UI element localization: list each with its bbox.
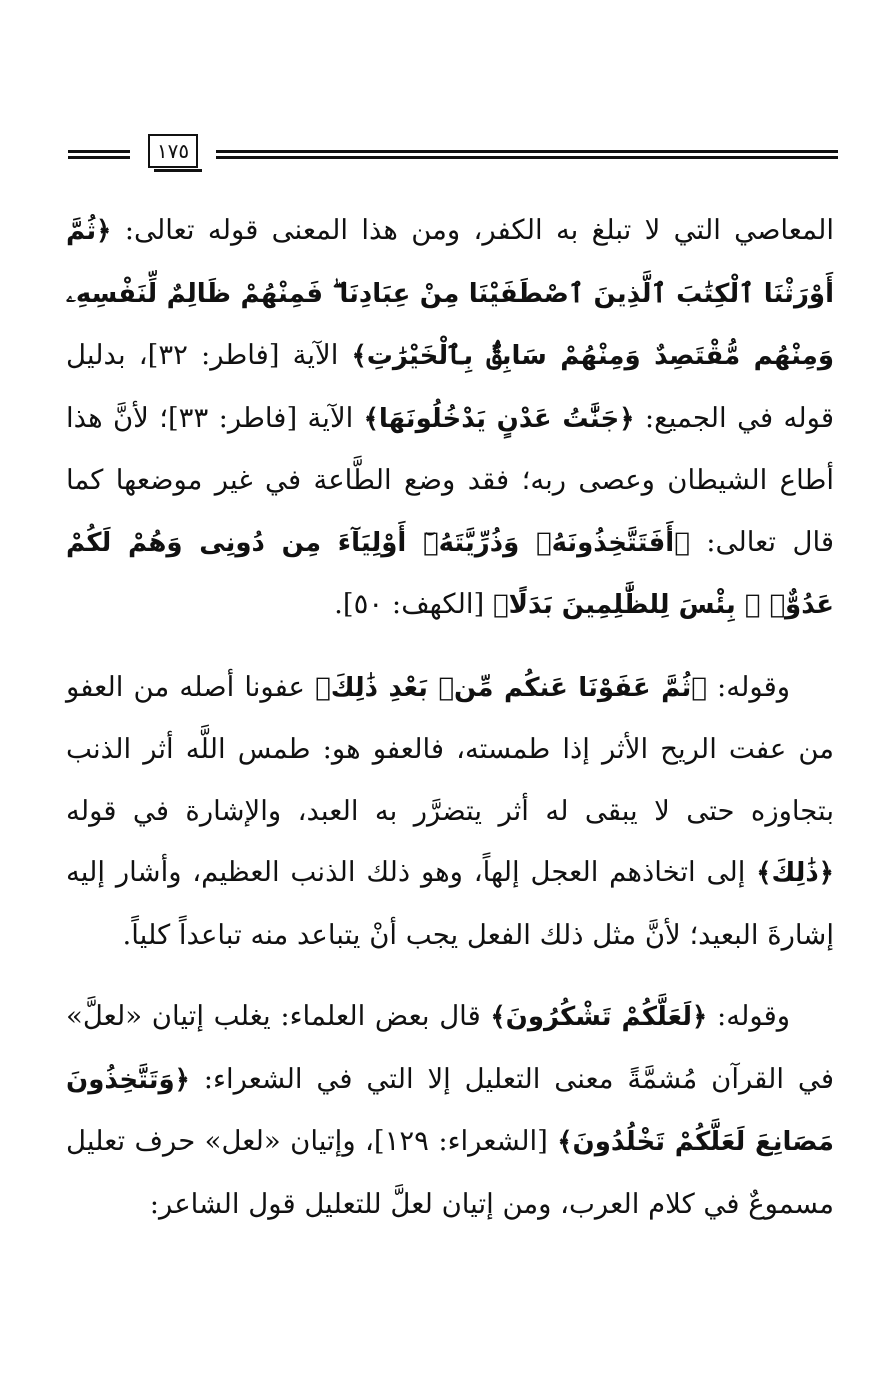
paragraph-text: وقوله: [706,670,791,703]
paragraph-text: إلى اتخاذهم العجل إلهاً، وهو ذلك الذنب العظيم، وأشار إليه إشارةَ البعيد؛ لأنَّ مثل ذلك الفعل يجب أنْ يتباعد منه تباعداً كلياً. [66,856,834,951]
paragraph-text: وقوله: [707,1000,790,1032]
main-text [66,200,834,1235]
paragraph-3 [66,986,834,1235]
paragraph-text: الآية [فاطر: ٣٢]، بدليل قوله في الجميع: [66,339,834,434]
quran-verse: ﴿ذَٰلِكَ﴾ [756,858,834,888]
quran-verse: ﴿جَنَّٰتُ عَدْنٍ يَدْخُلُونَهَا﴾ [363,403,635,434]
quran-verse: ﴿ثُمَّ أَوْرَثْنَا ٱلْكِتَٰبَ ٱلَّذِينَ ٱصْطَفَيْنَا مِنْ عِبَادِنَا ۖ فَمِنْهُمْ ظَالِمٌ لِّنَفْسِهِۦ وَمِنْهُم مُّقْتَصِدٌ وَمِنْهُمْ سَابِقٌۢ بِٱلْخَيْرَٰتِ﴾ [66,216,834,371]
header-rule-short [68,150,130,160]
quran-verse: ﴿وَتَتَّخِذُونَ مَصَانِعَ لَعَلَّكُمْ تَخْلُدُونَ﴾ [66,1064,835,1157]
quran-verse: ﴿ثُمَّ عَفَوْنَا عَنكُم مِّنۢ بَعْدِ ذَٰلِكَ﴾ [315,672,707,703]
paragraph-text: عفونا أصله من العفو من عفت الريح الأثر إذا طمسته، فالعفو هو: طمس اللَّه أثر الذنب بتجاوزه حتى لا يبقى له أثر يتضرَّر به العبد، والإشارة في قوله [66,670,834,827]
page-number: ١٧٥ [148,134,198,168]
paragraph-text: [الكهف: ٥٠]. [334,588,494,620]
paragraph-1 [66,200,834,637]
paragraph-text: [الشعراء: ١٢٩]، وإتيان «لعل» حرف تعليل مسموعٌ في كلام العرب، ومن إتيان لعلَّ للتعليل قول الشاعر: [66,1125,834,1220]
paragraph-text: الآية [فاطر: ٣٣]؛ لأنَّ هذا أطاع الشيطان وعصى ربه؛ فقد وضع الطَّاعة في غير موضعها كما قال تعالى: [66,401,834,558]
paragraph-text: المعاصي التي لا تبلغ به الكفر، ومن هذا المعنى قوله تعالى: [111,214,834,246]
paragraph-2 [66,657,834,967]
paragraph-text: قال بعض العلماء: يغلب إتيان «لعلَّ» في القرآن مُشمَّةً معنى التعليل إلا التي في الشعراء: [66,1000,834,1095]
header-rule-long [216,150,838,160]
quran-verse: ﴿أَفَتَتَّخِذُونَهُۥ وَذُرِّيَّتَهُۥٓ أَوْلِيَآءَ مِن دُونِى وَهُمْ لَكُمْ عَدُوٌّۢ ۚ بِئْسَ لِلظَّٰلِمِينَ بَدَلًا﴾ [66,527,834,620]
quran-verse: ﴿لَعَلَّكُمْ تَشْكُرُونَ﴾ [490,1002,708,1032]
page-header [68,132,838,176]
